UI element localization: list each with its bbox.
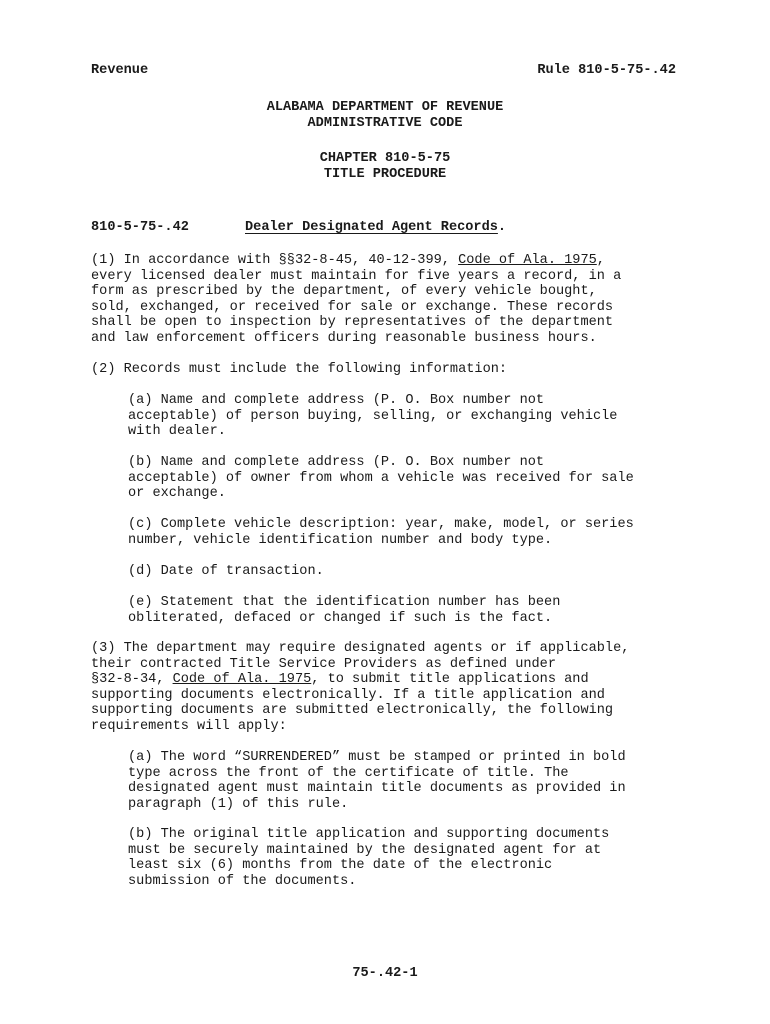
paragraph-2: (2) Records must include the following information: bbox=[91, 362, 508, 377]
paragraph-1-text-a: (1) In accordance with §§32-8-45, 40-12-399, bbox=[91, 253, 459, 268]
paragraph-2c: (c) Complete vehicle description: year, make, model, or series number, vehicle identification number and body type. bbox=[128, 517, 634, 548]
code-title: ADMINISTRATIVE CODE bbox=[307, 116, 463, 131]
paragraph-2e: (e) Statement that the identification number has been obliterated, defaced or changed if such is the fact. bbox=[128, 595, 561, 626]
paragraph-3b: (b) The original title application and supporting documents must be securely maintained by the designated agent for at least six (6) months from the date of the electronic submission of the documents. bbox=[128, 827, 610, 889]
department-title: ALABAMA DEPARTMENT OF REVENUE bbox=[266, 100, 504, 115]
paragraph-1-text-b: , every licensed dealer must maintain for five years a record, in a form as prescribed by the department, of every vehicle bought, sold, exchanged, or received for sale or exchange. These records shall be open to inspection by representatives of the department and law enforcement officers during reasonable business hours. bbox=[91, 253, 622, 346]
paragraph-3-text-b: , to submit title applications and supporting documents electronically. If a title application and supporting documents are submitted electronically, the following requirements will apply: bbox=[91, 672, 614, 734]
paragraph-3a: (a) The word “SURRENDERED” must be stamped or printed in bold type across the front of the certificate of title. The designated agent must maintain title documents as provided in paragraph (1) of this rule. bbox=[128, 750, 626, 812]
rule-number: 810-5-75-.42 bbox=[91, 220, 189, 235]
chapter-title: TITLE PROCEDURE bbox=[323, 167, 447, 182]
rule-heading bbox=[245, 220, 506, 235]
paragraph-1 bbox=[91, 253, 691, 346]
rule-title: Dealer Designated Agent Records bbox=[245, 220, 498, 235]
header-rule-number: Rule 810-5-75-.42 bbox=[537, 63, 676, 78]
paragraph-3 bbox=[91, 641, 691, 734]
chapter-number: CHAPTER 810-5-75 bbox=[319, 151, 451, 166]
header-agency: Revenue bbox=[91, 63, 149, 78]
paragraph-3-citation: Code of Ala. 1975 bbox=[172, 672, 312, 687]
paragraph-2a: (a) Name and complete address (P. O. Box number not acceptable) of person buying, selling, or exchanging vehicle with dealer. bbox=[128, 393, 618, 439]
paragraph-3-text-a: (3) The department may require designated agents or if applicable, their contracted Title Service Providers as defined under §32-8-34, bbox=[91, 641, 630, 687]
rule-title-punct: . bbox=[497, 220, 507, 235]
paragraph-2d: (d) Date of transaction. bbox=[128, 564, 324, 579]
paragraph-1-citation: Code of Ala. 1975 bbox=[458, 253, 597, 268]
page-number: 75-.42-1 bbox=[352, 966, 418, 981]
paragraph-2b: (b) Name and complete address (P. O. Box number not acceptable) of owner from whom a vehicle was received for sale or exchange. bbox=[128, 455, 634, 501]
